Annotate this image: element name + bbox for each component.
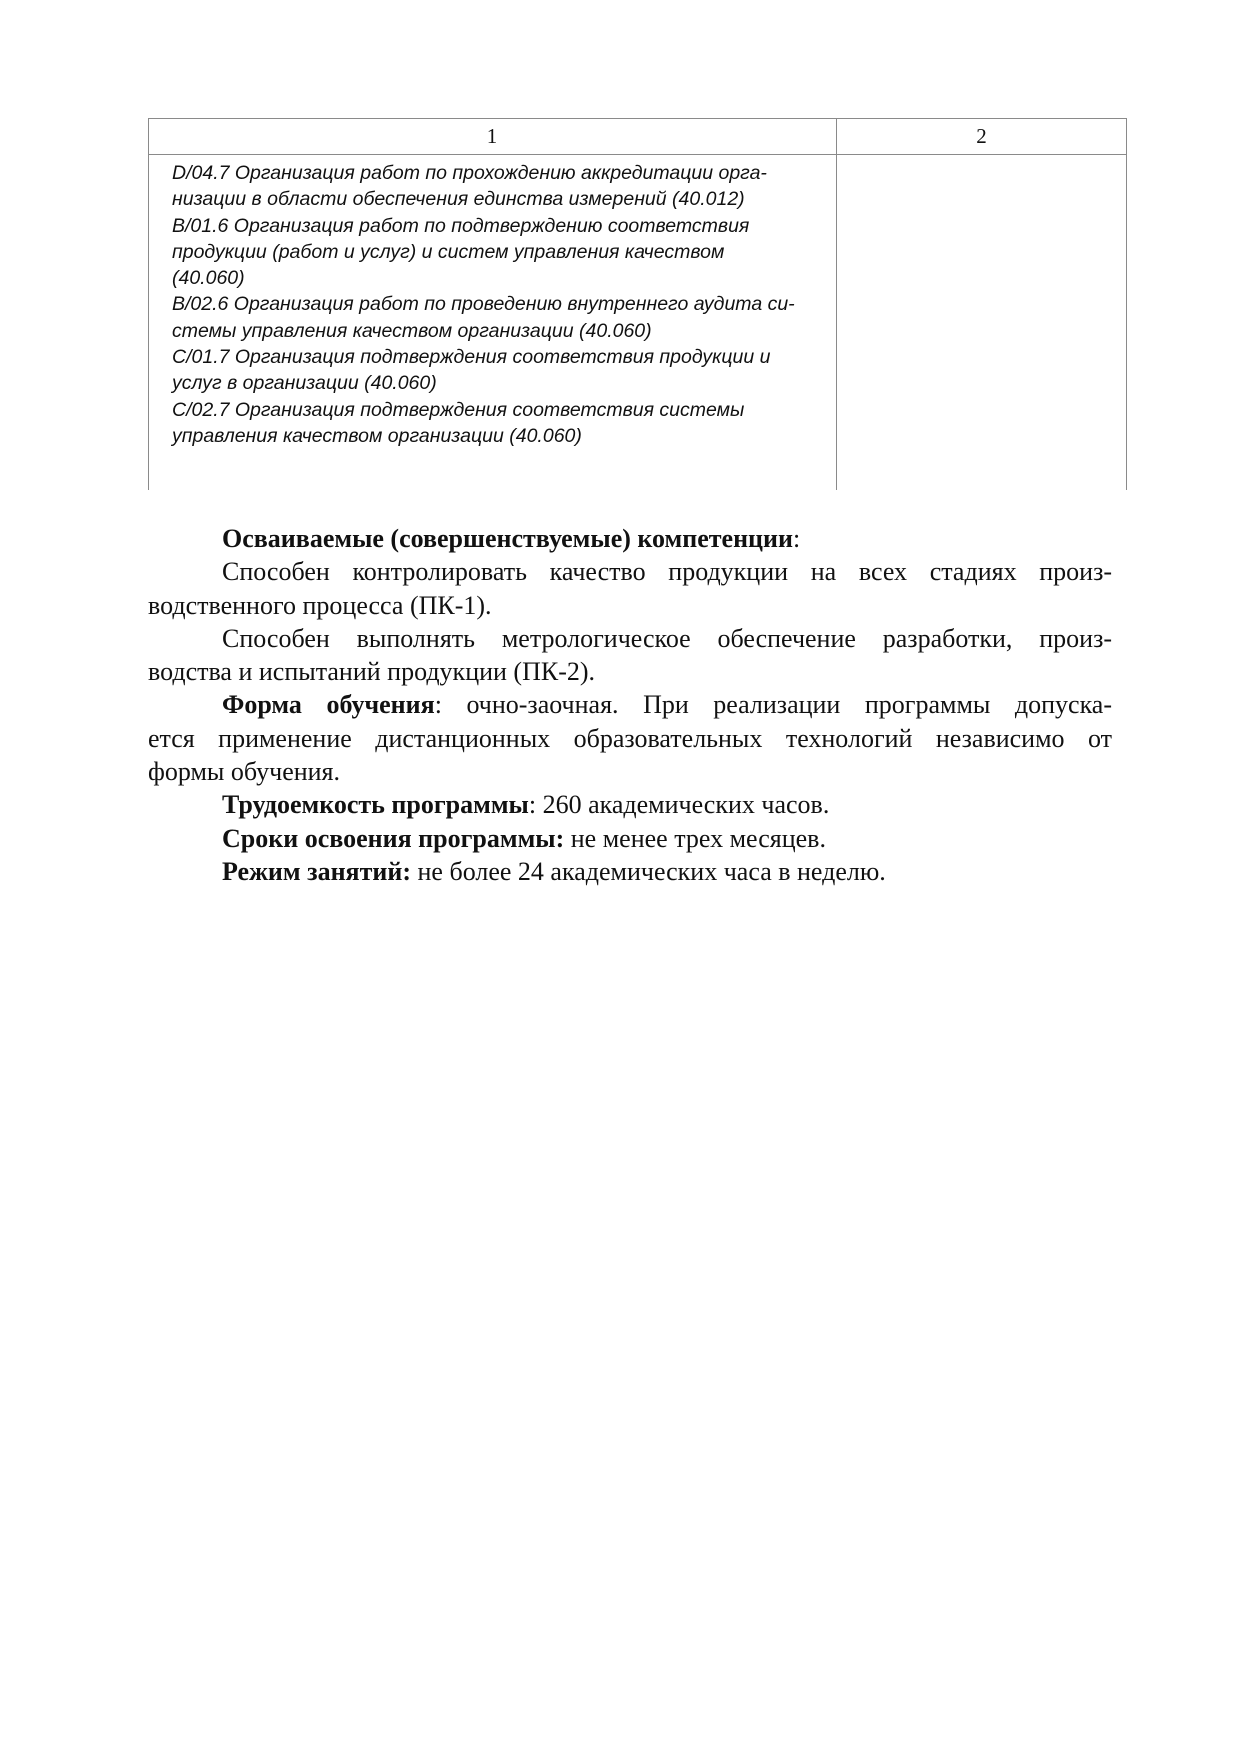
cell-line: низации в области обеспечения единства измерений (40.012) <box>172 188 745 211</box>
competency-pk2-line: водства и испытаний продукции (ПК-2). <box>148 657 596 687</box>
cell-line: B/01.6 Организация работ по подтверждению соответствия <box>172 214 750 237</box>
competency-table <box>148 118 1127 490</box>
competencies-heading: Осваиваемые (совершенствуемые) компетенции: <box>222 524 801 553</box>
study-form-line: Форма обучения: очно-заочная. При реализации программы допуска- <box>222 690 1113 720</box>
table-header-col-1: 1 <box>486 124 498 148</box>
program-term: Сроки освоения программы: не менее трех месяцев. <box>222 823 826 853</box>
table-cell-functions <box>172 160 822 449</box>
program-description <box>148 522 1112 888</box>
class-schedule: Режим занятий: не более 24 академических часа в неделю. <box>222 856 886 886</box>
cell-line: C/01.7 Организация подтверждения соответствия продукции и <box>172 346 771 369</box>
competency-pk1-line: водственного процесса (ПК-1). <box>148 590 492 620</box>
study-form-line: ется применение дистанционных образовательных технологий независимо от <box>148 723 1112 753</box>
study-form-line: формы обучения. <box>148 757 341 787</box>
cell-line: стемы управления качеством организации (40.060) <box>172 319 652 342</box>
cell-line: продукции (работ и услуг) и систем управления качеством <box>172 240 725 263</box>
cell-line: (40.060) <box>172 267 245 290</box>
competency-pk2-line: Способен выполнять метрологическое обеспечение разработки, произ- <box>222 623 1112 653</box>
cell-line: B/02.6 Организация работ по проведению внутреннего аудита си- <box>172 293 795 316</box>
table-border-left <box>148 118 149 490</box>
cell-line: D/04.7 Организация работ по прохождению аккредитации орга- <box>172 162 767 184</box>
table-border-right <box>1126 118 1127 490</box>
program-hours: Трудоемкость программы: 260 академических часов. <box>222 790 830 820</box>
table-header-divider <box>148 154 1127 155</box>
cell-line: C/02.7 Организация подтверждения соответствия системы <box>172 398 745 421</box>
cell-line: управления качеством организации (40.060) <box>172 424 582 447</box>
table-column-divider <box>836 118 837 490</box>
competency-pk1-line: Способен контролировать качество продукции на всех стадиях произ- <box>222 557 1112 587</box>
table-header-col-2: 2 <box>976 124 987 148</box>
cell-line: услуг в организации (40.060) <box>172 372 437 395</box>
